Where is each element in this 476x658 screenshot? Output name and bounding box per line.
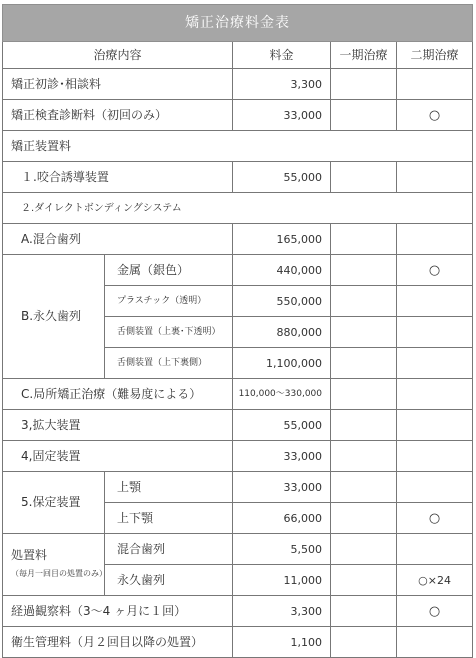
table-row — [3, 379, 473, 410]
row-fee: 66,000 — [233, 503, 331, 534]
row-name: C.局所矯正治療（難易度による） — [3, 379, 233, 410]
row-fee: 550,000 — [233, 286, 331, 317]
row-name: 舌側装置（上下裏側） — [105, 348, 233, 379]
row-phase2: ○×24 — [397, 565, 473, 596]
title-row — [3, 5, 473, 42]
row-fee: 165,000 — [233, 224, 331, 255]
fee-table — [2, 4, 473, 658]
table-row — [3, 131, 473, 162]
table-row — [3, 193, 473, 224]
row-fee: 1,100,000 — [233, 348, 331, 379]
row-phase1 — [331, 627, 397, 658]
row-fee: 33,000 — [233, 441, 331, 472]
row-phase1 — [331, 224, 397, 255]
row-phase1 — [331, 379, 397, 410]
header-phase2: 二期治療 — [397, 42, 473, 69]
row-fee: 110,000～330,000 — [233, 379, 331, 410]
row-phase1 — [331, 441, 397, 472]
row-fee: 55,000 — [233, 162, 331, 193]
row-phase1 — [331, 286, 397, 317]
row-phase2 — [397, 162, 473, 193]
header-content: 治療内容 — [3, 42, 233, 69]
row-phase1 — [331, 162, 397, 193]
row-phase2 — [397, 441, 473, 472]
row-name: 上下顎 — [105, 503, 233, 534]
row-phase1 — [331, 69, 397, 100]
row-name: 3,拡大装置 — [3, 410, 233, 441]
row-name: A.混合歯列 — [3, 224, 233, 255]
row-fee: 1,100 — [233, 627, 331, 658]
table-row — [3, 69, 473, 100]
table-row — [3, 441, 473, 472]
row-phase2 — [397, 379, 473, 410]
table-row — [3, 410, 473, 441]
row-name: プラスチック（透明） — [105, 286, 233, 317]
row-phase2 — [397, 69, 473, 100]
row-fee: 33,000 — [233, 100, 331, 131]
row-fee: 33,000 — [233, 472, 331, 503]
row-name: 舌側装置（上裏･下透明） — [105, 317, 233, 348]
group-label-permanent: B.永久歯列 — [3, 255, 105, 379]
section-heading: ２.ダイレクトボンディングシステム — [3, 193, 473, 224]
row-phase1 — [331, 472, 397, 503]
header-row — [3, 42, 473, 69]
section-heading: 矯正装置料 — [3, 131, 473, 162]
row-fee: 5,500 — [233, 534, 331, 565]
row-phase1 — [331, 255, 397, 286]
fee-table-wrapper — [2, 4, 472, 658]
table-row — [3, 100, 473, 131]
table-row — [3, 255, 473, 286]
row-fee: 3,300 — [233, 596, 331, 627]
table-row — [3, 596, 473, 627]
row-phase1 — [331, 348, 397, 379]
row-fee: 3,300 — [233, 69, 331, 100]
row-phase2 — [397, 627, 473, 658]
row-phase2 — [397, 317, 473, 348]
treatment-group-note: （毎月一回目の処置のみ） — [11, 569, 107, 578]
table-title: 矯正治療料金表 — [3, 5, 473, 42]
row-name: 衛生管理料（月２回目以降の処置） — [3, 627, 233, 658]
row-name: 矯正検査診断料（初回のみ） — [3, 100, 233, 131]
group-label-retainer: 5.保定装置 — [3, 472, 105, 534]
row-phase1 — [331, 503, 397, 534]
row-name: 上顎 — [105, 472, 233, 503]
row-fee: 55,000 — [233, 410, 331, 441]
row-phase1 — [331, 596, 397, 627]
table-row — [3, 472, 473, 503]
table-row — [3, 162, 473, 193]
row-phase2 — [397, 286, 473, 317]
row-phase2: ○ — [397, 100, 473, 131]
row-name: 矯正初診･相談料 — [3, 69, 233, 100]
row-phase2 — [397, 534, 473, 565]
table-row — [3, 534, 473, 565]
row-phase1 — [331, 410, 397, 441]
row-fee: 11,000 — [233, 565, 331, 596]
row-phase2 — [397, 224, 473, 255]
group-label-treatment — [3, 534, 105, 596]
row-name: 永久歯列 — [105, 565, 233, 596]
row-phase1 — [331, 565, 397, 596]
treatment-group-name: 処置料 — [11, 548, 48, 562]
row-phase2: ○ — [397, 596, 473, 627]
row-name: 混合歯列 — [105, 534, 233, 565]
header-fee: 料金 — [233, 42, 331, 69]
row-phase2 — [397, 348, 473, 379]
row-name: 金属（銀色） — [105, 255, 233, 286]
row-name: 経過観察料（3～4 ヶ月に１回） — [3, 596, 233, 627]
row-phase2 — [397, 410, 473, 441]
row-phase1 — [331, 100, 397, 131]
row-fee: 440,000 — [233, 255, 331, 286]
row-phase2 — [397, 472, 473, 503]
row-phase1 — [331, 534, 397, 565]
row-phase1 — [331, 317, 397, 348]
table-row — [3, 224, 473, 255]
row-name: 4,固定装置 — [3, 441, 233, 472]
table-row — [3, 627, 473, 658]
header-phase1: 一期治療 — [331, 42, 397, 69]
row-name: １.咬合誘導装置 — [3, 162, 233, 193]
row-phase2: ○ — [397, 255, 473, 286]
row-phase2: ○ — [397, 503, 473, 534]
row-fee: 880,000 — [233, 317, 331, 348]
